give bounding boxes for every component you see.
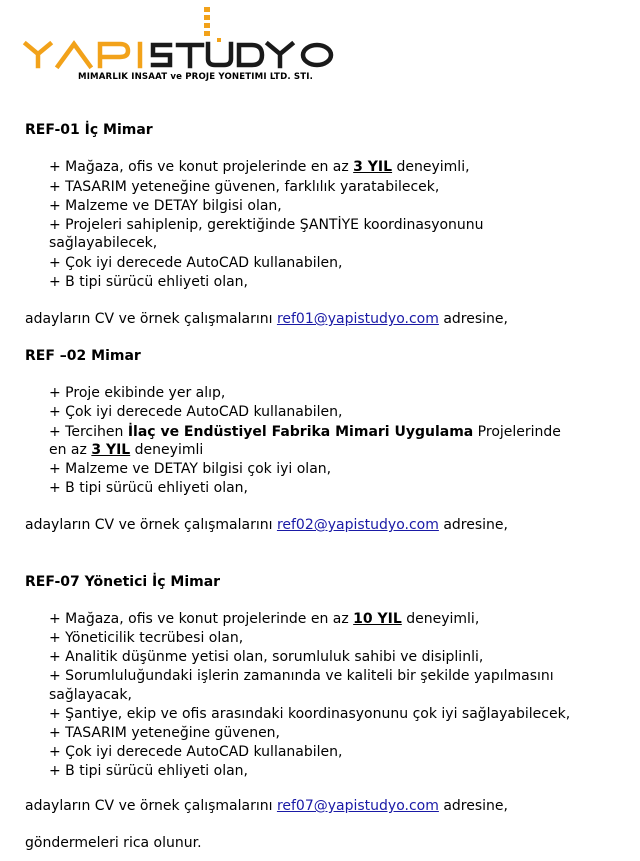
list-item: + B tipi sürücü ehliyeti olan, (49, 274, 249, 290)
section-heading-ref02: REF –02 Mimar (25, 348, 141, 364)
list-item: + Mağaza, ofis ve konut projelerinde en az 3 YIL deneyimli, (49, 159, 470, 175)
section-heading-ref07: REF-07 Yönetici İç Mimar (25, 574, 221, 590)
list-item: + Proje ekibinde yer alıp, (49, 385, 226, 401)
email-link-ref07[interactable]: ref07@yapistudyo.com (276, 798, 439, 814)
list-item: + Malzeme ve DETAY bilgisi çok iyi olan, (49, 461, 332, 477)
list-item: + Şantiye, ekip ve ofis arasındaki koordinasyonunu çok iyi sağlayabilecek, (49, 706, 571, 722)
application-note: adayların CV ve örnek çalışmalarını ref07@yapistudyo.com adresine, (25, 798, 508, 814)
list-item: + Yöneticilik tecrübesi olan, (49, 630, 244, 646)
list-item: + B tipi sürücü ehliyeti olan, (49, 763, 249, 779)
closing-text: göndermeleri rica olunur. (25, 835, 202, 851)
application-note: adayların CV ve örnek çalışmalarını ref02@yapistudyo.com adresine, (25, 517, 508, 533)
list-item: + TASARIM yeteneğine güvenen, farklılık yaratabilecek, (49, 179, 440, 195)
application-note: adayların CV ve örnek çalışmalarını ref01@yapistudyo.com adresine, (25, 311, 508, 327)
list-item-continuation: sağlayabilecek, (49, 235, 158, 251)
list-item: + Tercihen İlaç ve Endüstiyel Fabrika Mimari Uygulama Projelerinde (49, 424, 561, 440)
list-item: + Analitik düşünme yetisi olan, sorumluluk sahibi ve disiplinli, (49, 649, 484, 665)
list-item: + Çok iyi derecede AutoCAD kullanabilen, (49, 744, 343, 760)
list-item-continuation: sağlayacak, (49, 687, 132, 703)
list-item: + Sorumluluğundaki işlerin zamanında ve kaliteli bir şekilde yapılmasını (49, 668, 554, 684)
list-item: + Projeleri sahiplenip, gerektiğinde ŞANTİYE koordinasyonunu (49, 217, 484, 233)
list-item: + TASARIM yeteneğine güvenen, (49, 725, 280, 741)
email-link-ref01[interactable]: ref01@yapistudyo.com (276, 311, 439, 327)
company-logo (20, 4, 340, 84)
list-item: + Mağaza, ofis ve konut projelerinde en az 10 YIL deneyimli, (49, 611, 480, 627)
list-item: + Malzeme ve DETAY bilgisi olan, (49, 198, 282, 214)
list-item: + B tipi sürücü ehliyeti olan, (49, 480, 249, 496)
logo-subtitle: MIMARLIK INSAAT ve PROJE YONETIMI LTD. STI. (78, 72, 314, 82)
list-item: + Çok iyi derecede AutoCAD kullanabilen, (49, 255, 343, 271)
list-item-continuation: en az 3 YIL deneyimli (49, 442, 204, 458)
list-item: + Çok iyi derecede AutoCAD kullanabilen, (49, 404, 343, 420)
section-heading-ref01: REF-01 İç Mimar (25, 122, 153, 138)
email-link-ref02[interactable]: ref02@yapistudyo.com (276, 517, 439, 533)
